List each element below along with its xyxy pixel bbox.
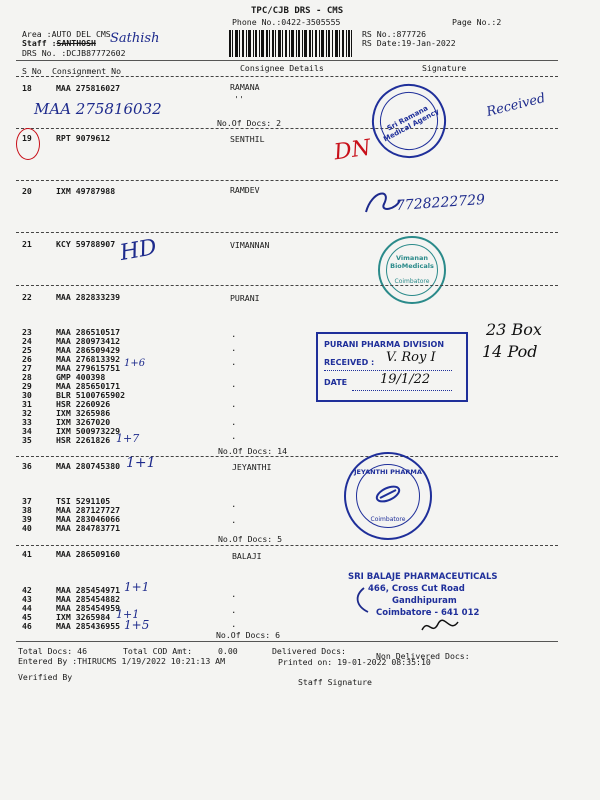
dot-mark: . [231,380,237,390]
table-row: 40 MAA 284783771 [22,523,121,533]
table-row: 35 HSR 2261826 [22,435,111,445]
table-row: 24 MAA 280973412 [22,336,121,346]
handwritten-count-35: 1+7 [116,432,140,445]
dot-mark: . [231,432,237,442]
table-row: 22 MAA 282833239 [22,292,121,302]
document-title: TPC/CJB DRS - CMS [251,6,344,16]
staff-signature: Staff Signature [298,677,372,687]
consignee-name: PURANI [230,293,260,303]
verified-by: Verified By [18,672,73,682]
staff-handwritten-name: Sathish [110,31,160,46]
row-divider [16,545,558,546]
table-row: 23 MAA 286510517 [22,327,121,337]
delivered-docs: Delivered Docs: [272,646,346,656]
drs-number: DRS No. :DCJB87772602 [22,48,126,58]
table-row: 43 MAA 285454882 [22,594,121,604]
table-row: 33 IXM 3267020 [22,417,111,427]
handwritten-phone: 7728222729 [395,191,486,215]
table-row: 28 GMP 400398 [22,372,106,382]
handwritten-box-count: 23 Box [486,320,542,339]
balaje-pharma-stamp-addr2: Gandhipuram [392,596,457,606]
rs-date: RS Date:19-Jan-2022 [362,38,456,48]
balaje-pharma-stamp-name: SRI BALAJE PHARMACEUTICALS [348,572,498,582]
dot-mark: . [231,418,237,428]
handwritten-hd: HD [118,234,159,267]
table-row: 37 TSI 5291105 [22,496,111,506]
rs-number: RS No.:877726 [362,29,427,39]
table-row: 18 MAA 275816027 [22,83,121,93]
total-cod-value: 0.00 [218,646,238,656]
col-sno: S No [22,66,42,76]
docs-count: No.Of Docs: 2 [217,118,282,128]
balaje-pharma-stamp-addr1: 466, Cross Cut Road [368,584,465,594]
table-row: 21 KCY 59788907 [22,239,116,249]
table-row: 46 MAA 285436955 [22,621,121,631]
total-docs: Total Docs: 46 [18,646,88,656]
handwritten-count-26: 1+6 [124,358,146,369]
table-row: 30 BLR 5100765902 [22,390,126,400]
purani-pharma-stamp: PURANI PHARMA DIVISION RECEIVED : DATE [316,332,468,402]
table-row: 42 MAA 285454971 [22,585,121,595]
docs-count: No.Of Docs: 5 [218,534,283,544]
table-row: 27 MAA 279615751 [22,363,121,373]
row-divider [16,232,558,233]
row-divider [16,285,558,286]
non-delivered-docs: Non Delivered Docs: [376,651,470,661]
table-row: 38 MAA 287127727 [22,505,121,515]
table-row: 29 MAA 285650171 [22,381,121,391]
row-divider [16,128,558,129]
dot-mark: . [231,590,237,600]
dot-mark: . [231,500,237,510]
vimanan-stamp: Vimanan BioMedicals Coimbatore [378,236,446,304]
handwritten-count-42: 1+1 [124,580,150,594]
table-row: 45 IXM 3265984 [22,612,111,622]
table-row: 32 IXM 3265986 [22,408,111,418]
table-row: 41 MAA 286509160 [22,549,121,559]
table-row: 36 MAA 280745380 [22,461,121,471]
dot-mark: . [231,606,237,616]
docs-count: No.Of Docs: 6 [216,630,281,640]
staff-label: Staff :SANTHOSH [22,38,96,48]
signature-scribble [350,586,372,618]
column-divider [16,76,558,77]
handwritten-count-46: 1+5 [124,618,150,632]
jeyanthi-pharmaa-stamp: JEYANTHI PHARMA Coimbatore [344,452,432,540]
consignee-name: JEYANTHI [232,462,272,472]
table-row: 19 RPT 9079612 [22,133,111,143]
staff-struck-name: SANTHOSH [56,38,96,48]
col-consignee: Consignee Details [240,63,324,73]
consignee-mark: '' [234,94,244,104]
table-row: 31 HSR 2260926 [22,399,111,409]
dot-mark: . [231,330,237,340]
printed-on: Printed on: 19-01-2022 08:35:10 [278,657,431,667]
handwritten-count-36: 1+1 [126,455,156,471]
table-row: 26 MAA 276813392 [22,354,121,364]
table-row: 25 MAA 286509429 [22,345,121,355]
handwritten-pod-count: 14 Pod [482,342,538,361]
docs-count: No.Of Docs: 14 [218,446,288,456]
consignee-name: BALAJI [232,551,262,561]
dot-mark: . [231,358,237,368]
page-number: Page No.:2 [452,17,502,27]
total-cod-label: Total COD Amt: [123,646,193,656]
table-row: 34 IXM 500973229 [22,426,121,436]
col-signature: Signature [422,63,467,73]
handwritten-consignment: MAA 275816032 [34,100,162,118]
dot-mark: . [231,516,237,526]
consignee-name: SENTHIL [230,134,265,144]
dot-mark: . [231,344,237,354]
row-divider [16,456,558,457]
col-consignment: Consignment No [52,66,122,76]
entered-by: Entered By :THIRUCMS 1/19/2022 10:21:13 AM [18,656,226,666]
medical-agency-stamp: Sri Ramana Medical Agency [359,71,459,171]
dot-mark: . [231,400,237,410]
consignee-name: RAMDEV [230,185,260,195]
phone-number: Phone No.:0422-3505555 [232,17,341,27]
footer-divider [16,641,558,642]
purani-received-hand: V. Roy I [386,350,436,365]
header-divider [16,60,558,61]
barcode [229,30,352,57]
row-divider [16,180,558,181]
handwritten-dn: DN [332,135,373,166]
balaje-pharma-stamp-city: Coimbatore - 641 012 [376,608,480,618]
consignee-name: VIMANNAN [230,240,270,250]
signature-scribble [420,616,460,642]
table-row: 20 IXM 49787988 [22,186,116,196]
dot-mark: . [231,620,237,630]
consignee-name: RAMANA [230,82,260,92]
handwritten-count-45: 1+1 [116,608,140,621]
received-handwriting: Received [485,90,547,121]
area-label: Area :AUTO DEL CMS [22,29,111,39]
purani-date-hand: 19/1/22 [380,372,431,387]
table-row: 44 MAA 285454959 [22,603,121,613]
table-row: 39 MAA 283046066 [22,514,121,524]
